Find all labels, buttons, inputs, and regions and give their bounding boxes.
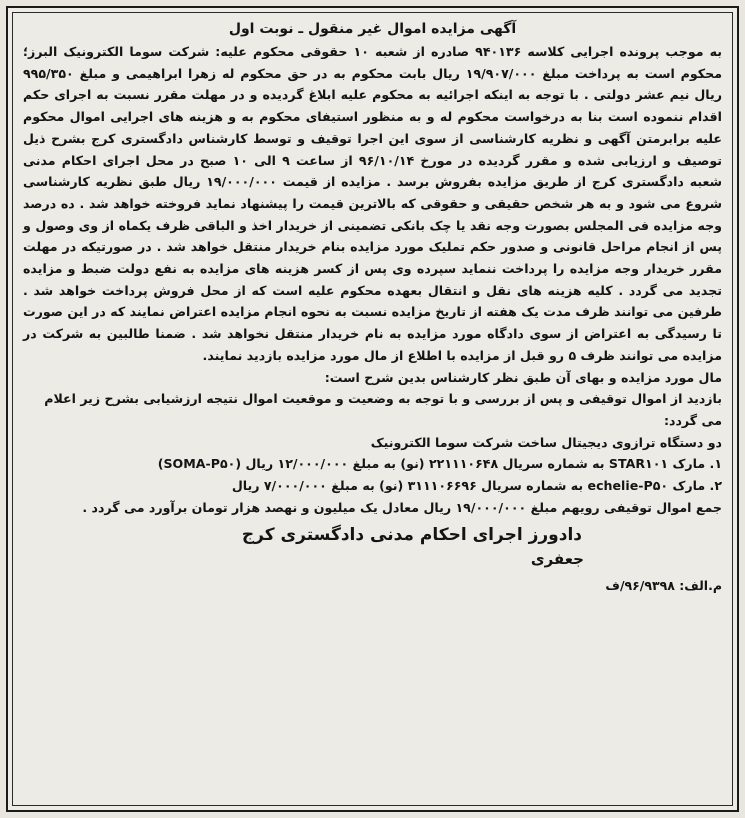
auction-items [23, 367, 722, 519]
reference-number: م.الف: ۹۶/۹۳۹۸/ف [605, 578, 722, 594]
notice-inner-border [12, 12, 733, 806]
notice-frame [6, 6, 739, 812]
items-subject: دو دستگاه ترازوی دیجیتال ساخت شرکت سوما الکترونیک [370, 434, 722, 450]
signer-name: جعفری [530, 550, 584, 569]
visit-paragraph: بازدید از اموال توقیفی و پس از بررسی و با توجه به وضعیت و موقعیت اموال نتیجه ارزشیابی بشرح زیر اعلام می گردد: [44, 391, 722, 428]
notice-title: آگهی مزایده اموال غیر منقول ـ نوبت اول [228, 21, 517, 37]
item-2: ۲. مارک echelie-P۵۰ به شماره سریال ۳۱۱۱۰۶۶۹۶ (نو) به مبلغ ۷/۰۰۰/۰۰۰ ریال [231, 478, 722, 494]
item-1: ۱. مارک STAR۱۰۱ به شماره سریال ۲۲۱۱۱۰۶۴۸ (نو) به مبلغ ۱۲/۰۰۰/۰۰۰ ریال (SOMA-P۵۰) [157, 456, 722, 472]
signature-title: دادورز اجرای احکام مدنی دادگستری کرج [241, 525, 582, 546]
notice-body: به موجب پرونده اجرایی کلاسه ۹۴۰۱۳۶ صادره از شعبه ۱۰ حقوقی محکوم علیه: شرکت سوما الکترونیک البرز؛ محکوم است به پرداخت مبلغ ۱۹/۹۰۷/۰۰۰ ریال بابت محکوم به در حق محکوم له زهرا ابراهیمی و مبلغ ۹۹۵/۳۵۰ ریال نیم عشر دولتی . با توجه به اینکه اجرائیه به محکوم علیه ابلاغ گردیده و در مهلت مقرر نسبت به اجرای حکم اقدام ننموده است بنا به درخواست محکوم له و به منظور استیفای محکوم به و هزینه های اجرایی اموال محکوم علیه برابرمتن آگهی و نظریه کارشناسی از سوی این اجرا توقیف و توسط کارشناس دادگستری کرج بشرح ذیل توصیف و ارزیابی شده و مقرر گردیده در مورخ ۹۶/۱۰/۱۴ از ساعت ۹ الی ۱۰ صبح در محل اجرای احکام مدنی شعبه دادگستری کرج از طریق مزایده بفروش برسد . مزایده از قیمت ۱۹/۰۰۰/۰۰۰ ریال طبق نظریه کارشناسی شروع می شود و به هر شخص حقیقی و حقوقی که بالاترین قیمت را پیشنهاد نماید فروخته خواهد شد . ده درصد وجه مزایده فی المجلس بصورت وجه نقد یا چک بانکی تضمینی از خریدار اخذ و الباقی ظرف یکماه از وی وصول و پس از انجام مراحل قانونی و صدور حکم تملیک مورد مزایده بنام خریدار منتقل خواهد شد . در صورتیکه در مهلت مقرر خریدار وجه مزایده را پرداخت ننماید سپرده وی پس از کسر هزینه های مزایده به نفع دولت ضبط و مزایده تجدید می گردد . کلیه هزینه های نقل و انتقال بعهده محکوم علیه است که از محل فروش پرداخت خواهد شد . طرفین می توانند ظرف مدت یک هفته از تاریخ مزایده نسبت به نحوه انجام مزایده اعتراض نمایند که در این صورت تا رسیدگی به اعتراض از سوی دادگاه مورد مزایده به نام خریدار منتقل نخواهد شد . ضمنا طالبین به شرکت در مزایده می توانند ظرف ۵ رو قبل از مزایده با اطلاع از مال مورد مزایده بازدید نمایند. [23, 44, 722, 363]
total-value: جمع اموال توقیفی رویهم مبلغ ۱۹/۰۰۰/۰۰۰ ریال معادل یک میلیون و نهصد هزار تومان برآورد می گردد . [82, 499, 722, 515]
items-lead: مال مورد مزایده و بهای آن طبق نظر کارشناس بدین شرح است: [324, 369, 722, 385]
